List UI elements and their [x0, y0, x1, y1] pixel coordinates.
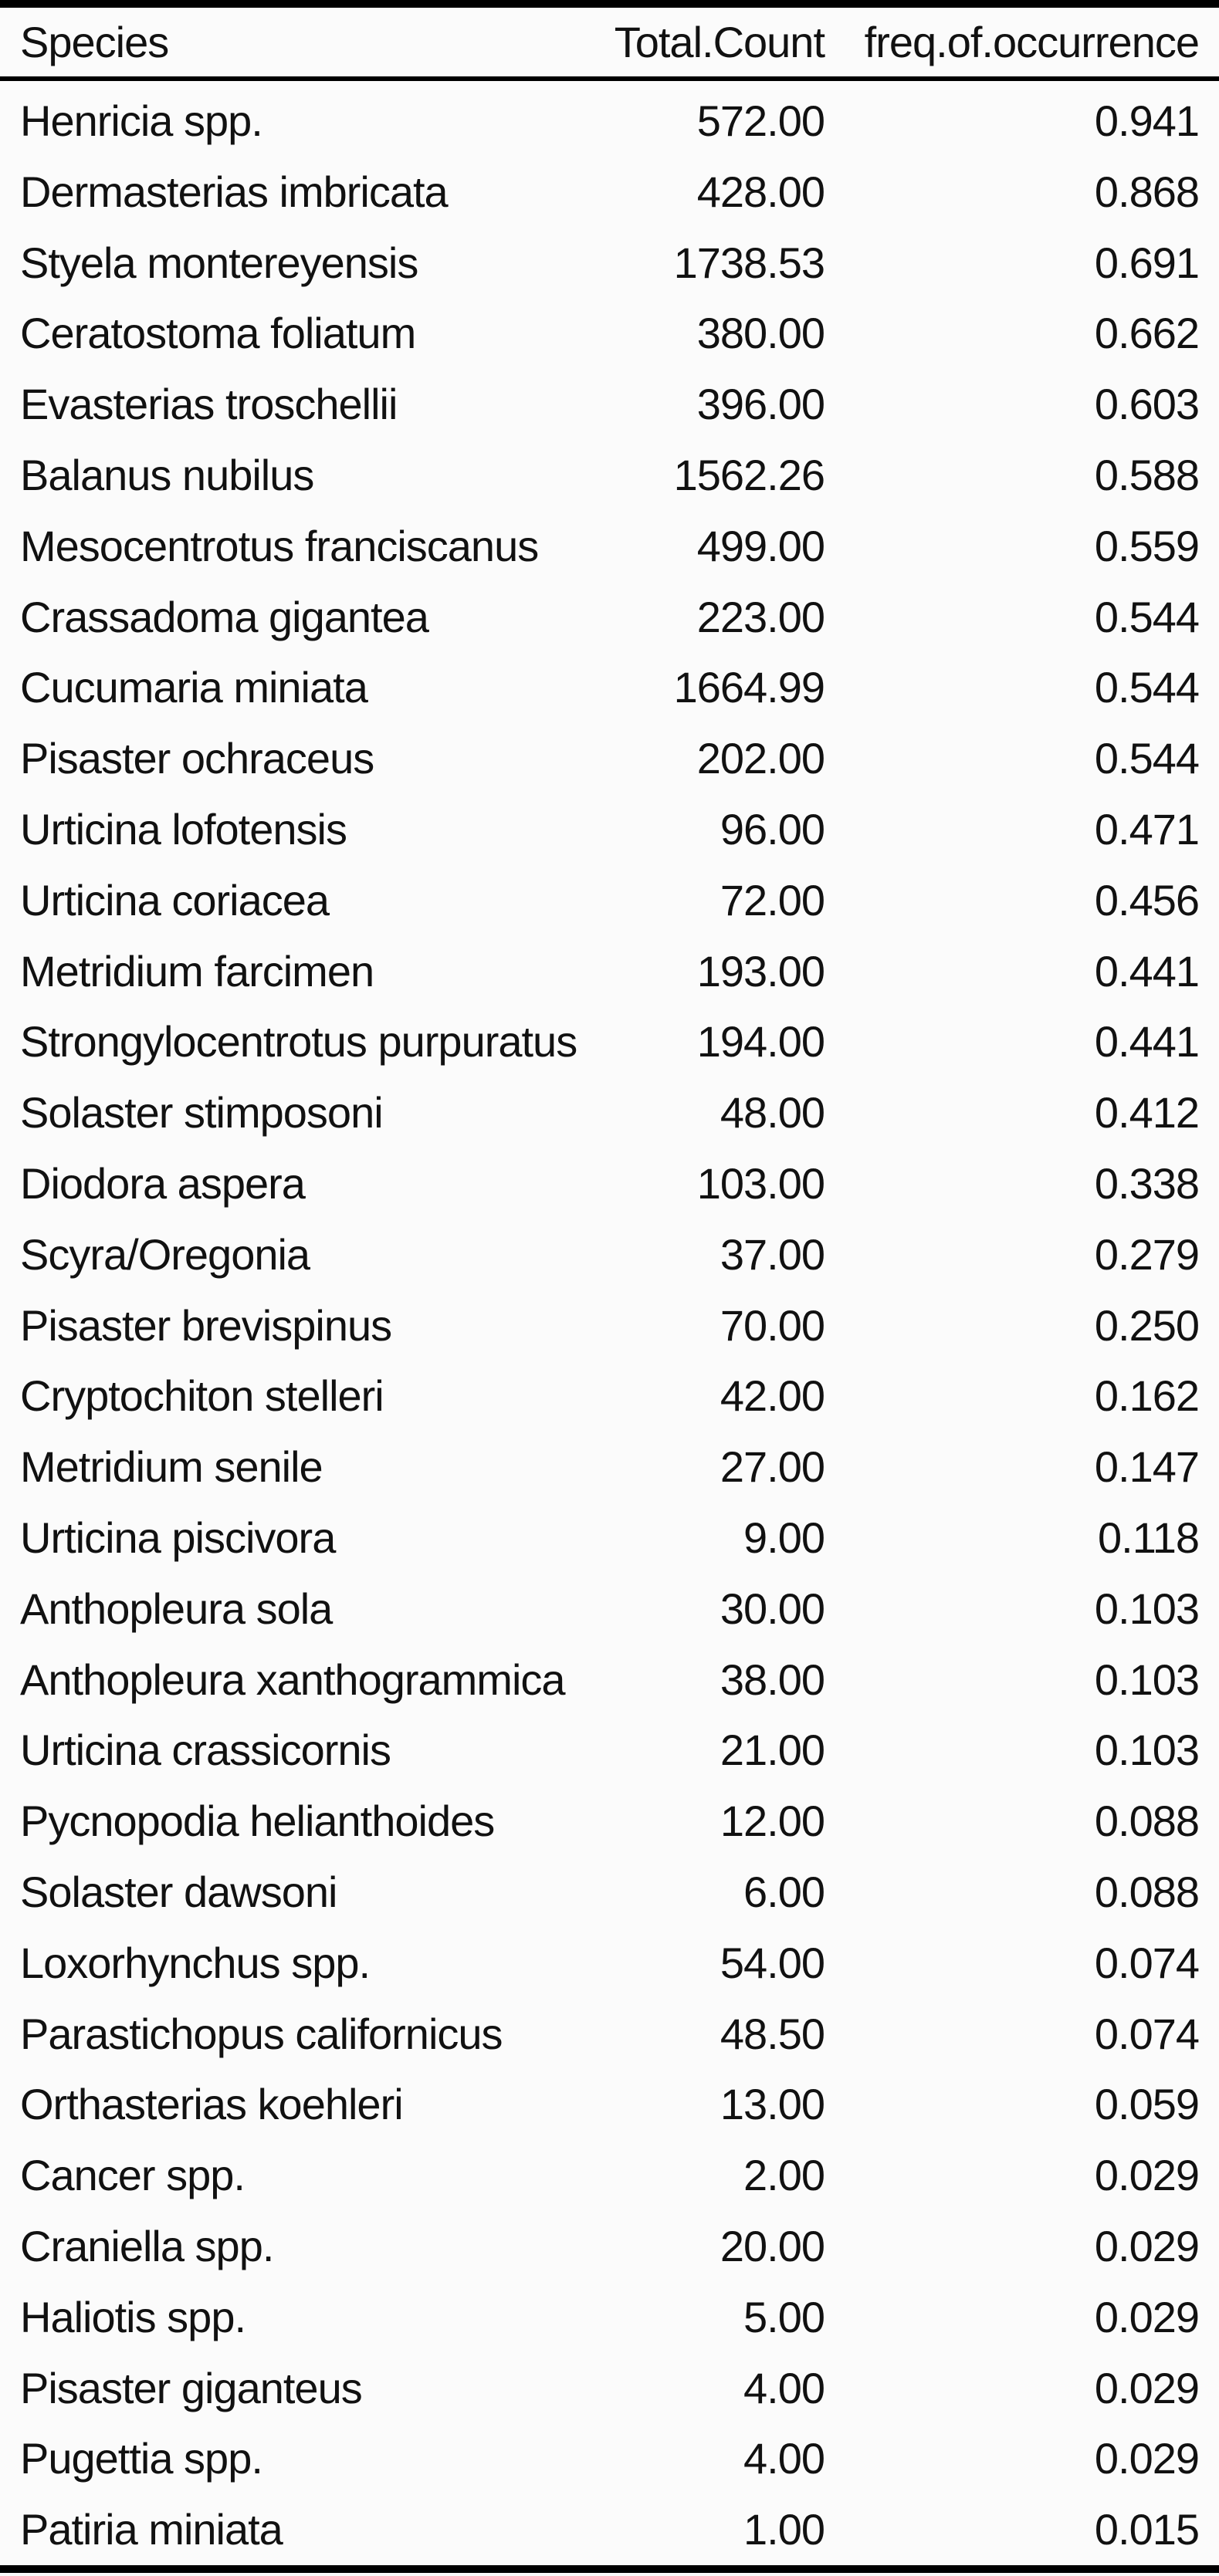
table-body	[0, 76, 1219, 2565]
table-row	[0, 1148, 1219, 1219]
species-cell: Cryptochiton stelleri	[20, 1371, 384, 1421]
freq-of-occurrence-cell: 0.456	[1094, 875, 1199, 925]
freq-of-occurrence-cell: 0.941	[1094, 96, 1199, 145]
species-cell: Henricia spp.	[20, 96, 262, 145]
total-count-cell: 396.00	[696, 380, 825, 429]
freq-of-occurrence-cell: 0.559	[1094, 521, 1199, 570]
freq-of-occurrence-cell: 0.029	[1094, 2151, 1199, 2200]
total-count-cell: 42.00	[720, 1371, 825, 1421]
species-cell: Cucumaria miniata	[20, 663, 367, 712]
total-count-cell: 70.00	[720, 1300, 825, 1350]
freq-of-occurrence-cell: 0.603	[1094, 380, 1199, 429]
freq-of-occurrence-cell: 0.059	[1094, 2080, 1199, 2129]
freq-of-occurrence-cell: 0.544	[1094, 592, 1199, 641]
freq-of-occurrence-cell: 0.074	[1094, 2009, 1199, 2058]
total-count-cell: 428.00	[696, 167, 825, 216]
freq-of-occurrence-cell: 0.103	[1094, 1584, 1199, 1633]
freq-of-occurrence-cell: 0.471	[1094, 805, 1199, 854]
species-cell: Strongylocentrotus purpuratus	[20, 1017, 577, 1067]
total-count-cell: 96.00	[720, 805, 825, 854]
species-cell: Metridium senile	[20, 1442, 323, 1492]
column-header-freq-of-occurrence: freq.of.occurrence	[864, 17, 1199, 66]
table-row	[0, 1857, 1219, 1928]
table-row	[0, 653, 1219, 724]
total-count-cell: 48.50	[720, 2009, 825, 2058]
species-cell: Balanus nubilus	[20, 451, 314, 500]
freq-of-occurrence-cell: 0.088	[1094, 1868, 1199, 1917]
total-count-cell: 4.00	[743, 2434, 825, 2483]
header-row	[0, 8, 1219, 76]
table-header	[0, 8, 1219, 76]
species-cell: Solaster stimposoni	[20, 1088, 383, 1138]
total-count-cell: 37.00	[720, 1229, 825, 1279]
table-row	[0, 1716, 1219, 1787]
table-row	[0, 1574, 1219, 1645]
species-cell: Patiria miniata	[20, 2505, 283, 2554]
total-count-cell: 572.00	[696, 96, 825, 145]
species-cell: Pisaster ochraceus	[20, 734, 374, 783]
total-count-cell: 1.00	[743, 2505, 825, 2554]
species-cell: Pycnopodia helianthoides	[20, 1797, 495, 1846]
total-count-cell: 202.00	[696, 734, 825, 783]
table-row	[0, 2353, 1219, 2424]
table-row	[0, 2070, 1219, 2141]
freq-of-occurrence-cell: 0.103	[1094, 1726, 1199, 1775]
table-row	[0, 1503, 1219, 1574]
species-cell: Styela montereyensis	[20, 238, 418, 287]
total-count-cell: 6.00	[743, 1868, 825, 1917]
freq-of-occurrence-cell: 0.279	[1094, 1229, 1199, 1279]
table-row	[0, 2211, 1219, 2282]
table-row	[0, 1786, 1219, 1857]
freq-of-occurrence-cell: 0.412	[1094, 1088, 1199, 1138]
table-row	[0, 1219, 1219, 1290]
total-count-cell: 5.00	[743, 2292, 825, 2341]
species-cell: Diodora aspera	[20, 1159, 305, 1209]
freq-of-occurrence-cell: 0.074	[1094, 1938, 1199, 1987]
table-row	[0, 1007, 1219, 1078]
total-count-cell: 48.00	[720, 1088, 825, 1138]
freq-of-occurrence-cell: 0.118	[1098, 1513, 1199, 1563]
table-row	[0, 1361, 1219, 1432]
total-count-cell: 223.00	[696, 592, 825, 641]
table-row	[0, 1928, 1219, 1999]
table-row	[0, 511, 1219, 582]
table-row	[0, 1077, 1219, 1148]
freq-of-occurrence-cell: 0.029	[1094, 2363, 1199, 2412]
freq-of-occurrence-cell: 0.029	[1094, 2292, 1199, 2341]
table-row	[0, 299, 1219, 370]
species-cell: Mesocentrotus franciscanus	[20, 521, 539, 570]
freq-of-occurrence-cell: 0.162	[1094, 1371, 1199, 1421]
freq-of-occurrence-cell: 0.662	[1094, 309, 1199, 358]
species-cell: Craniella spp.	[20, 2222, 274, 2270]
bottom-rule	[0, 2565, 1219, 2573]
species-cell: Pisaster brevispinus	[20, 1300, 392, 1350]
table-row	[0, 1645, 1219, 1716]
freq-of-occurrence-cell: 0.147	[1094, 1442, 1199, 1492]
species-cell: Urticina piscivora	[20, 1513, 336, 1563]
freq-of-occurrence-cell: 0.029	[1094, 2222, 1199, 2270]
species-cell: Urticina lofotensis	[20, 805, 347, 854]
species-cell: Orthasterias koehleri	[20, 2080, 403, 2129]
species-cell: Metridium farcimen	[20, 946, 374, 996]
column-header-total-count: Total.Count	[614, 17, 825, 66]
total-count-cell: 499.00	[696, 521, 825, 570]
species-cell: Scyra/Oregonia	[20, 1229, 310, 1279]
total-count-cell: 54.00	[720, 1938, 825, 1987]
table-row	[0, 157, 1219, 228]
species-cell: Urticina crassicornis	[20, 1726, 391, 1775]
freq-of-occurrence-cell: 0.691	[1094, 238, 1199, 287]
total-count-cell: 193.00	[696, 946, 825, 996]
total-count-cell: 4.00	[743, 2363, 825, 2412]
total-count-cell: 9.00	[743, 1513, 825, 1563]
total-count-cell: 27.00	[720, 1442, 825, 1492]
table-row	[0, 1290, 1219, 1361]
total-count-cell: 1562.26	[673, 451, 825, 500]
column-header-species: Species	[20, 17, 169, 66]
total-count-cell: 194.00	[696, 1017, 825, 1067]
total-count-cell: 1738.53	[673, 238, 825, 287]
total-count-cell: 2.00	[743, 2151, 825, 2200]
freq-of-occurrence-cell: 0.441	[1094, 1017, 1199, 1067]
species-cell: Cancer spp.	[20, 2151, 245, 2200]
total-count-cell: 1664.99	[673, 663, 825, 712]
table-row	[0, 440, 1219, 511]
species-cell: Parastichopus californicus	[20, 2009, 503, 2058]
table-row	[0, 2282, 1219, 2353]
species-cell: Pisaster giganteus	[20, 2363, 362, 2412]
species-cell: Ceratostoma foliatum	[20, 309, 416, 358]
table-row	[0, 1432, 1219, 1503]
table-row	[0, 582, 1219, 653]
total-count-cell: 13.00	[720, 2080, 825, 2129]
total-count-cell: 20.00	[720, 2222, 825, 2270]
species-cell: Evasterias troschellii	[20, 380, 398, 429]
table-row	[0, 228, 1219, 299]
species-table	[0, 8, 1219, 2565]
freq-of-occurrence-cell: 0.103	[1094, 1655, 1199, 1704]
total-count-cell: 72.00	[720, 875, 825, 925]
total-count-cell: 380.00	[696, 309, 825, 358]
total-count-cell: 21.00	[720, 1726, 825, 1775]
table-row	[0, 2140, 1219, 2211]
top-rule	[0, 0, 1219, 8]
freq-of-occurrence-cell: 0.544	[1094, 734, 1199, 783]
table-row	[0, 76, 1219, 157]
freq-of-occurrence-cell: 0.250	[1094, 1300, 1199, 1350]
freq-of-occurrence-cell: 0.029	[1094, 2434, 1199, 2483]
freq-of-occurrence-cell: 0.588	[1094, 451, 1199, 500]
species-cell: Urticina coriacea	[20, 875, 330, 925]
table-row	[0, 865, 1219, 936]
total-count-cell: 30.00	[720, 1584, 825, 1633]
freq-of-occurrence-cell: 0.015	[1094, 2505, 1199, 2554]
species-cell: Dermasterias imbricata	[20, 167, 448, 216]
table-row	[0, 369, 1219, 440]
freq-of-occurrence-cell: 0.338	[1094, 1159, 1199, 1209]
table-row	[0, 723, 1219, 794]
freq-of-occurrence-cell: 0.868	[1094, 167, 1199, 216]
species-cell: Crassadoma gigantea	[20, 592, 428, 641]
species-cell: Solaster dawsoni	[20, 1868, 337, 1917]
freq-of-occurrence-cell: 0.088	[1094, 1797, 1199, 1846]
species-cell: Anthopleura xanthogrammica	[20, 1655, 565, 1704]
table-row	[0, 1999, 1219, 2070]
table-row	[0, 794, 1219, 865]
species-cell: Loxorhynchus spp.	[20, 1938, 371, 1987]
total-count-cell: 103.00	[696, 1159, 825, 1209]
species-cell: Haliotis spp.	[20, 2292, 246, 2341]
table-row	[0, 936, 1219, 1007]
species-cell: Anthopleura sola	[20, 1584, 333, 1633]
table-row	[0, 2494, 1219, 2565]
table-row	[0, 2424, 1219, 2495]
freq-of-occurrence-cell: 0.544	[1094, 663, 1199, 712]
total-count-cell: 12.00	[720, 1797, 825, 1846]
species-cell: Pugettia spp.	[20, 2434, 262, 2483]
total-count-cell: 38.00	[720, 1655, 825, 1704]
freq-of-occurrence-cell: 0.441	[1094, 946, 1199, 996]
